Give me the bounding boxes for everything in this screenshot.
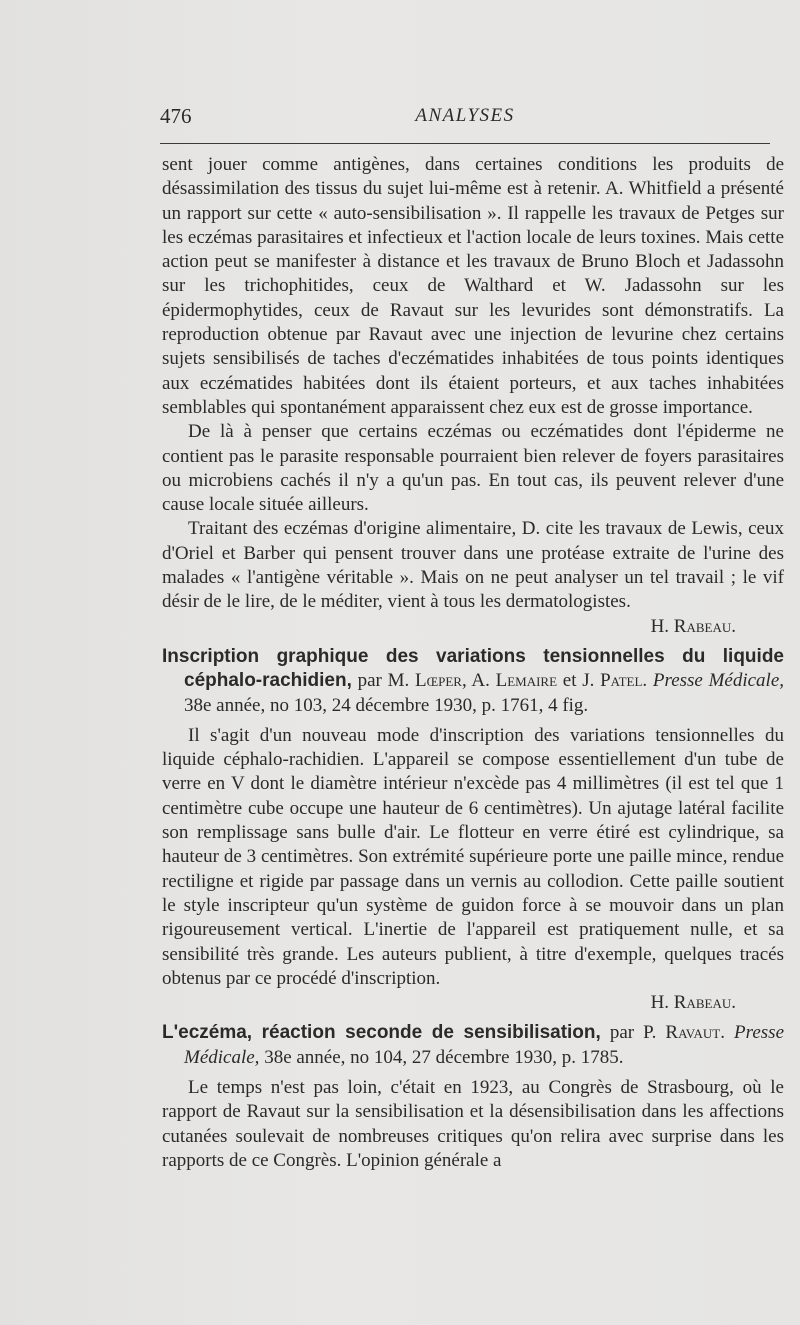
authors-prefix: par P. xyxy=(600,1022,666,1044)
entry-title: L'eczéma, réaction seconde de sensibilisation, xyxy=(162,1022,601,1044)
authors-prefix: par M. xyxy=(357,670,415,692)
page-text xyxy=(162,153,784,1173)
review-entry xyxy=(162,645,784,1015)
running-title: ANALYSES xyxy=(415,105,515,126)
separator: . xyxy=(720,1022,735,1044)
entry-title: Inscription graphique des variations tensionnelles du liquide céphalo-rachidien, xyxy=(162,645,784,692)
continuation-paragraph: sent jouer comme antigènes, dans certaines conditions les produits de désassimilation des tissus du sujet lui-même est à retenir. A. Whitfield a présenté un rapport sur cette « auto-sensibilisation ». Il rappelle les travaux de Petges sur les eczémas parasitaires et infectieux et l'action locale de leurs toxines. Mais cette action peut se manifester à distance et les travaux de Bruno Bloch et Jadassohn sur les trichophitides, ceux de Walthard et W. Jadassohn sur les épidermophytides, ceux de Ravaut sur les levurides sont démonstratifs. La reproduction obtenue par Ravaut avec une injection de levurine chez certains sujets sensibilisés de taches d'eczématides inhabitées de tous points identiques aux eczématides habitées dont ils étaient porteurs, et aux taches inhabitées semblables qui spontanément apparaissent chez eux est de grosse importance. xyxy=(162,154,784,418)
page-number: 476 xyxy=(160,104,192,128)
separator: . xyxy=(642,670,653,692)
author-name: Lœper xyxy=(414,670,462,692)
citation-details: 38e année, no 103, 24 décembre 1930, p. 1761, 4 fig. xyxy=(184,694,589,716)
review-entry xyxy=(162,1021,784,1173)
entry-body: Il s'agit d'un nouveau mode d'inscription des variations tensionnelles du liquide céphalo-rachidien. L'appareil se compose essentiellement d'un tube de verre en V dont le diamètre intérieur n'excède pas 4 millimètres (il est tel que 1 centimètre cube occupe une hauteur de 6 centimètres). Un ajutage latéral facilite son remplissage sans bulle d'air. Le flotteur en verre étiré est cylindrique, sa hauteur de 3 centimètres. Son extrémité supérieure porte une paille mince, rendue rectiligne et rigide par passage dans un vernis au collodion. Cette paille soutient le style inscripteur qu'un système de guidon force à se mouvoir dans un plan rigoureusement vertical. L'inertie de l'appareil est pratiquement nulle, et sa sensibilité très grande. Les auteurs publient, à titre d'exemple, quelques tracés obtenus par ce procédé d'inscription. xyxy=(162,724,784,989)
journal-name: Presse Médicale, xyxy=(652,670,785,692)
entry-body: Le temps n'est pas loin, c'était en 1923, au Congrès de Strasbourg, où le rapport de Ravaut sur la sensibilisation et la désensibilisation dans les affections cutanées soulevait de nombreuses critiques qu'on relira avec surprise dans les rapports de ce Congrès. L'opinion générale a xyxy=(162,1076,784,1171)
citation-details: 38e année, no 104, 27 décembre 1930, p. 1785. xyxy=(259,1046,624,1068)
author-name: Lemaire xyxy=(495,670,558,692)
entry-heading xyxy=(162,645,784,718)
paragraph: Traitant des eczémas d'origine alimentaire, D. cite les travaux de Lewis, ceux d'Oriel et Barber qui pensent trouver dans une protéase extraite de l'urine des malades « l'antigène véritable ». Mais on ne peut analyser un tel travail ; le vif désir de le lire, de le méditer, vient à tous les dermatologistes. xyxy=(162,518,784,613)
paragraph: De là à penser que certains eczémas ou eczématides dont l'épiderme ne contient pas le parasite responsable pourraient bien relever de foyers parasitaires ou microbiens cachés il n'y a qu'un pas. En tout cas, ils peuvent relever d'une cause locale située ailleurs. xyxy=(162,421,784,516)
separator: et J. xyxy=(557,670,601,692)
journal-name: Presse Médicale, xyxy=(184,1022,784,1068)
entry-heading xyxy=(162,1021,784,1070)
running-head xyxy=(160,104,770,132)
reviewer-signature: H. Rabeau. xyxy=(650,992,736,1014)
author-name: Patel xyxy=(600,670,643,692)
header-rule xyxy=(160,143,770,144)
separator: , A. xyxy=(461,670,496,692)
reviewer-signature: H. Rabeau. xyxy=(650,615,736,637)
author-name: Ravaut xyxy=(665,1022,721,1044)
